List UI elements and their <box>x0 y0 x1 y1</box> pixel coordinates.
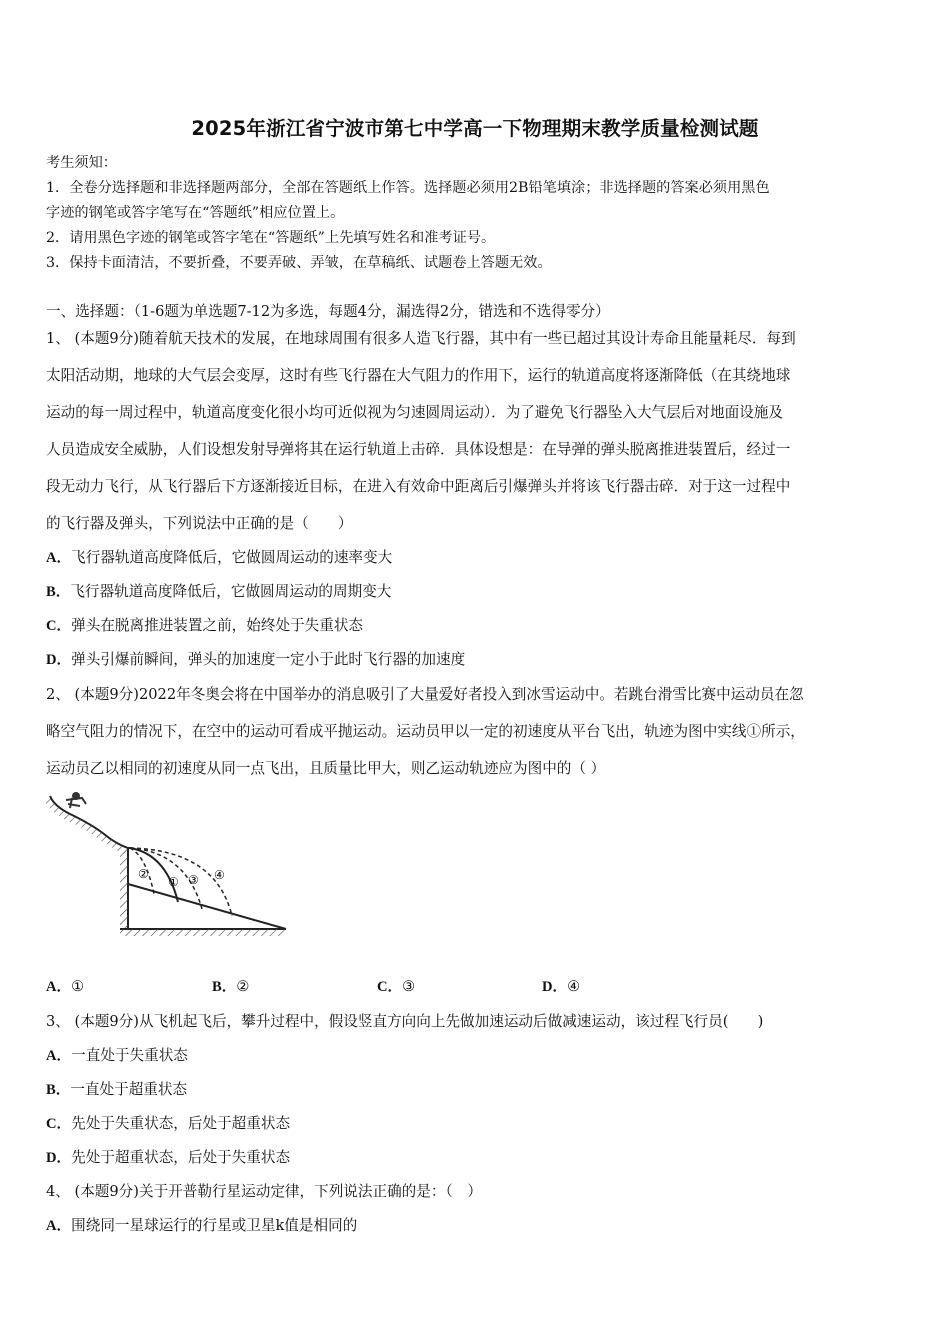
question-1-text: 运动的每一周过程中，轨道高度变化很小均可近似视为匀速圆周运动）．为了避免飞行器坠入大气层后对地面设施及 <box>46 404 783 421</box>
q1-option-d <box>46 648 465 669</box>
trajectory-4 <box>130 848 232 916</box>
notice-item: 字迹的钢笔或答字笔写在“答题纸”相应位置上。 <box>46 205 345 221</box>
question-2-text: 运动员乙以相同的初速度从同一点飞出，且质量比甲大，则乙运动轨迹应为图中的（ ） <box>46 760 606 777</box>
question-2-text: 略空气阻力的情况下，在空中的运动可看成平抛运动。运动员甲以一定的初速度从平台飞出，轨迹为图中实线①所示， <box>46 723 805 740</box>
option-text: 弹头在脱离推进装置之前，始终处于失重状态 <box>71 617 364 634</box>
q1-option-b <box>46 580 391 601</box>
option-text: 先处于超重状态，后处于失重状态 <box>71 1149 291 1166</box>
q2-option-d <box>542 975 580 996</box>
option-label: D． <box>46 652 72 668</box>
notice-heading: 考生须知： <box>46 155 117 171</box>
option-label: A． <box>46 979 72 995</box>
figure-label-3: ③ <box>188 873 199 887</box>
option-text: ④ <box>567 978 581 995</box>
option-text: 飞行器轨道高度降低后，它做圆周运动的速率变大 <box>71 549 393 566</box>
q4-option-a <box>46 1214 357 1235</box>
option-label: C． <box>46 618 72 634</box>
question-1-text: 的飞行器及弹头，下列说法中正确的是（ ） <box>46 515 353 532</box>
option-text: 一直处于失重状态 <box>71 1047 188 1064</box>
notice-item: 2．请用黑色字迹的钢笔或答字笔在“答题纸”上先填写姓名和准考证号。 <box>46 230 496 246</box>
notice-item: 1．全卷分选择题和非选择题两部分，全部在答题纸上作答。选择题必须用2B铅笔填涂；非选择题的答案必须用黑色 <box>46 180 770 196</box>
ramp-curve <box>50 796 128 848</box>
figure-label-1: ① <box>168 875 179 889</box>
q3-option-c <box>46 1112 290 1133</box>
question-4-text: 4、 (本题9分)关于开普勒行星运动定律，下列说法正确的是：（ ） <box>46 1183 482 1200</box>
q2-option-c <box>377 975 415 996</box>
option-label: B． <box>212 979 237 995</box>
option-label: C． <box>377 979 403 995</box>
q3-option-d <box>46 1146 290 1167</box>
notice-item: 3．保持卡面清洁，不要折叠，不要弄破、弄皱，在草稿纸、试题卷上答题无效。 <box>46 255 552 271</box>
option-text: ③ <box>402 978 416 995</box>
option-label: A． <box>46 1048 72 1064</box>
option-label: A． <box>46 1218 72 1234</box>
question-1-text: 太阳活动期，地球的大气层会变厚，这时有些飞行器在大气阻力的作用下，运行的轨道高度将逐渐降低（在其绕地球 <box>46 367 791 384</box>
q1-option-a <box>46 546 392 567</box>
option-label: D． <box>542 979 568 995</box>
question-1-text: 人员造成安全威胁，人们设想发射导弹将其在运行轨道上击碎．具体设想是：在导弹的弹头脱离推进装置后，经过一 <box>46 441 791 458</box>
slope-line <box>128 884 286 929</box>
ground-hatch <box>120 929 286 936</box>
ramp-hatch <box>46 796 128 854</box>
question-1-text: 段无动力飞行，从飞行器后下方逐渐接近目标，在进入有效命中距离后引爆弹头并将该飞行器击碎．对于这一过程中 <box>46 478 791 495</box>
option-label: C． <box>46 1116 72 1132</box>
option-text: 飞行器轨道高度降低后，它做圆周运动的周期变大 <box>70 583 392 600</box>
figure-label-4: ④ <box>214 868 225 882</box>
q3-option-a <box>46 1044 188 1065</box>
q2-option-a <box>46 975 84 996</box>
option-text: 一直处于超重状态 <box>70 1081 188 1098</box>
option-label: B． <box>46 1082 71 1098</box>
option-text: 先处于失重状态，后处于超重状态 <box>71 1115 291 1132</box>
page-title: 2025年浙江省宁波市第七中学高一下物理期末教学质量检测试题 <box>191 117 759 140</box>
skier-icon <box>66 792 86 808</box>
question-3-text: 3、 (本题9分)从飞机起飞后，攀升过程中，假设竖直方向向上先做加速运动后做减速运动，该过程飞行员( ) <box>46 1013 764 1030</box>
q2-option-b <box>212 975 249 996</box>
figure-label-2: ② <box>138 867 149 881</box>
option-text: ① <box>71 978 85 995</box>
wall-hatch <box>120 848 128 929</box>
ski-jump-figure <box>46 786 296 941</box>
q3-option-b <box>46 1078 187 1099</box>
question-2-text: 2、 (本题9分)2022年冬奥会将在中国举办的消息吸引了大量爱好者投入到冰雪运动中。若跳台滑雪比赛中运动员在忽 <box>46 686 804 703</box>
option-label: A． <box>46 550 72 566</box>
option-text: ② <box>236 978 250 995</box>
option-text: 弹头引爆前瞬间，弹头的加速度一定小于此时飞行器的加速度 <box>71 651 466 668</box>
question-1-text: 1、 (本题9分)随着航天技术的发展，在地球周围有很多人造飞行器，其中有一些已超过其设计寿命且能量耗尽．每到 <box>46 330 796 347</box>
section-heading: 一、选择题：（1-6题为单选题7-12为多选，每题4分，漏选得2分，错选和不选得零分） <box>46 303 610 320</box>
option-text: 围绕同一星球运行的行星或卫星k值是相同的 <box>71 1217 358 1234</box>
q1-option-c <box>46 614 363 635</box>
option-label: D． <box>46 1150 72 1166</box>
option-label: B． <box>46 584 71 600</box>
